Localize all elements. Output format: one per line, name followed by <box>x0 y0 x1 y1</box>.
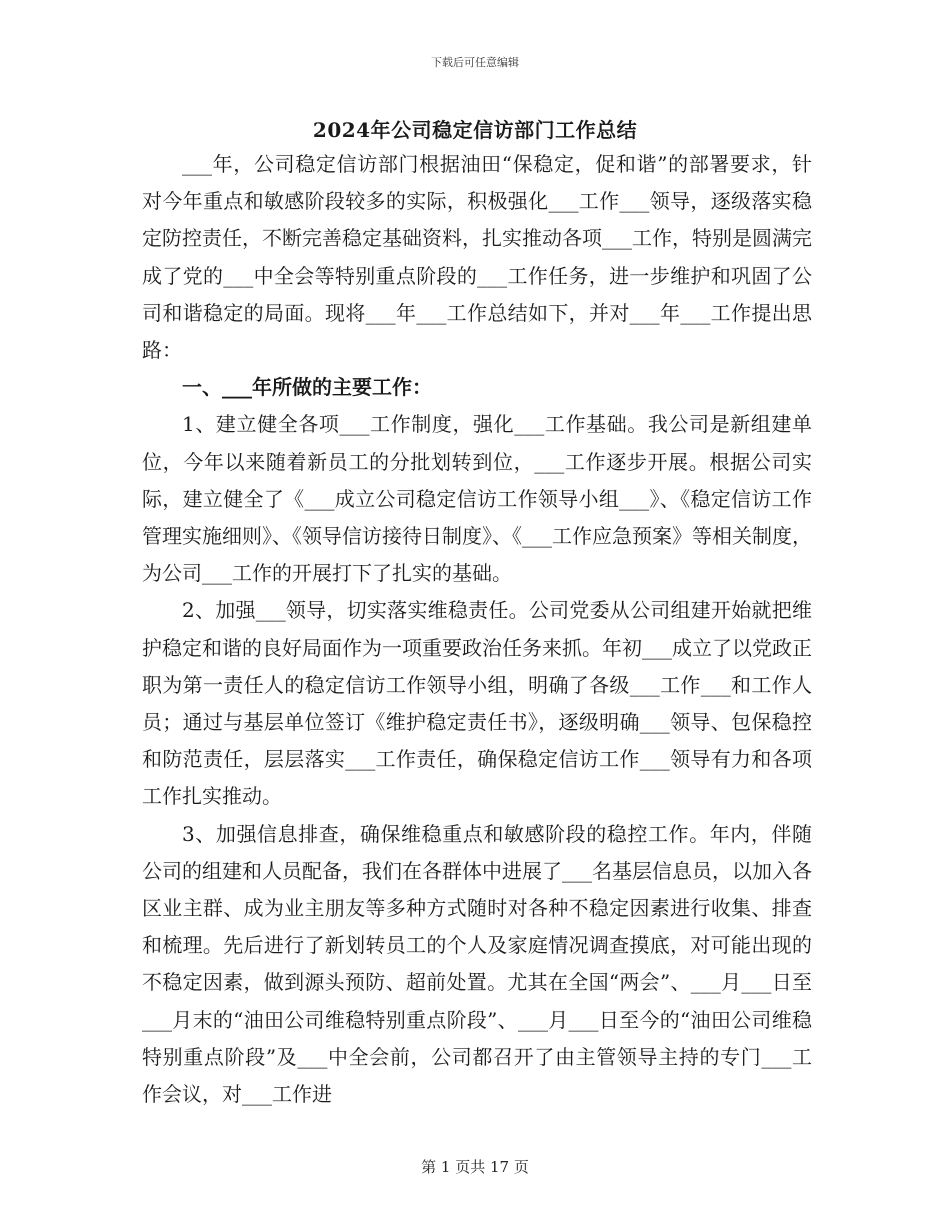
body-paragraph-1: 1、建立健全各项___工作制度，强化___工作基础。我公司是新组建单位，今年以来随着新员工的分批划转到位，___工作逐步开展。根据公司实际，建立健全了《___成立公司稳定信访工作领导小组___》、《稳定信访工作管理实施细则》、《领导信访接待日制度》、《___工作应急预案》等相关制度，为公司___工作的开展打下了扎实的基础。 <box>142 412 812 586</box>
section-heading: 一、___年所做的主要工作： <box>182 375 432 400</box>
document-body <box>142 146 812 1113</box>
body-paragraph-2: 2、加强___领导，切实落实维稳责任。公司党委从公司组建开始就把维护稳定和谐的良好局面作为一项重要政治任务来抓。年初___成立了以党政正职为第一责任人的稳定信访工作领导小组，明确了各级___工作___和工作人员；通过与基层单位签订《维护稳定责任书》，逐级明确___领导、包保稳控和防范责任，层层落实___工作责任，确保稳定信访工作___领导有力和各项工作扎实推动。 <box>142 598 812 809</box>
page-number: 第 1 页共 17 页 <box>421 1158 529 1176</box>
document-title: 2024年公司稳定信访部门工作总结 <box>312 118 638 142</box>
body-paragraph-3: 3、加强信息排查，确保维稳重点和敏感阶段的稳控工作。年内，伴随公司的组建和人员配备，我们在各群体中进展了___名基层信息员，以加入各区业主群、成为业主朋友等多种方式随时对各种不稳定因素进行收集、排查和梳理。先后进行了新划转员工的个人及家庭情况调查摸底，对可能出现的不稳定因素，做到源头预防、超前处置。尤其在全国“两会”、___月___日至___月末的“油田公司维稳特别重点阶段”、___月___日至今的“油田公司维稳特别重点阶段”及___中全会前，公司都召开了由主管领导主持的专门___工作会议，对___工作进 <box>142 821 812 1107</box>
header-note: 下载后可任意编辑 <box>431 56 519 69</box>
intro-paragraph: ___年，公司稳定信访部门根据油田“保稳定，促和谐”的部署要求，针对今年重点和敏感阶段较多的实际，积极强化___工作___领导，逐级落实稳定防控责任，不断完善稳定基础资料，扎实推动各项___工作，特别是圆满完成了党的___中全会等特别重点阶段的___工作任务，进一步维护和巩固了公司和谐稳定的局面。现将___年___工作总结如下，并对___年___工作提出思路： <box>142 152 812 363</box>
